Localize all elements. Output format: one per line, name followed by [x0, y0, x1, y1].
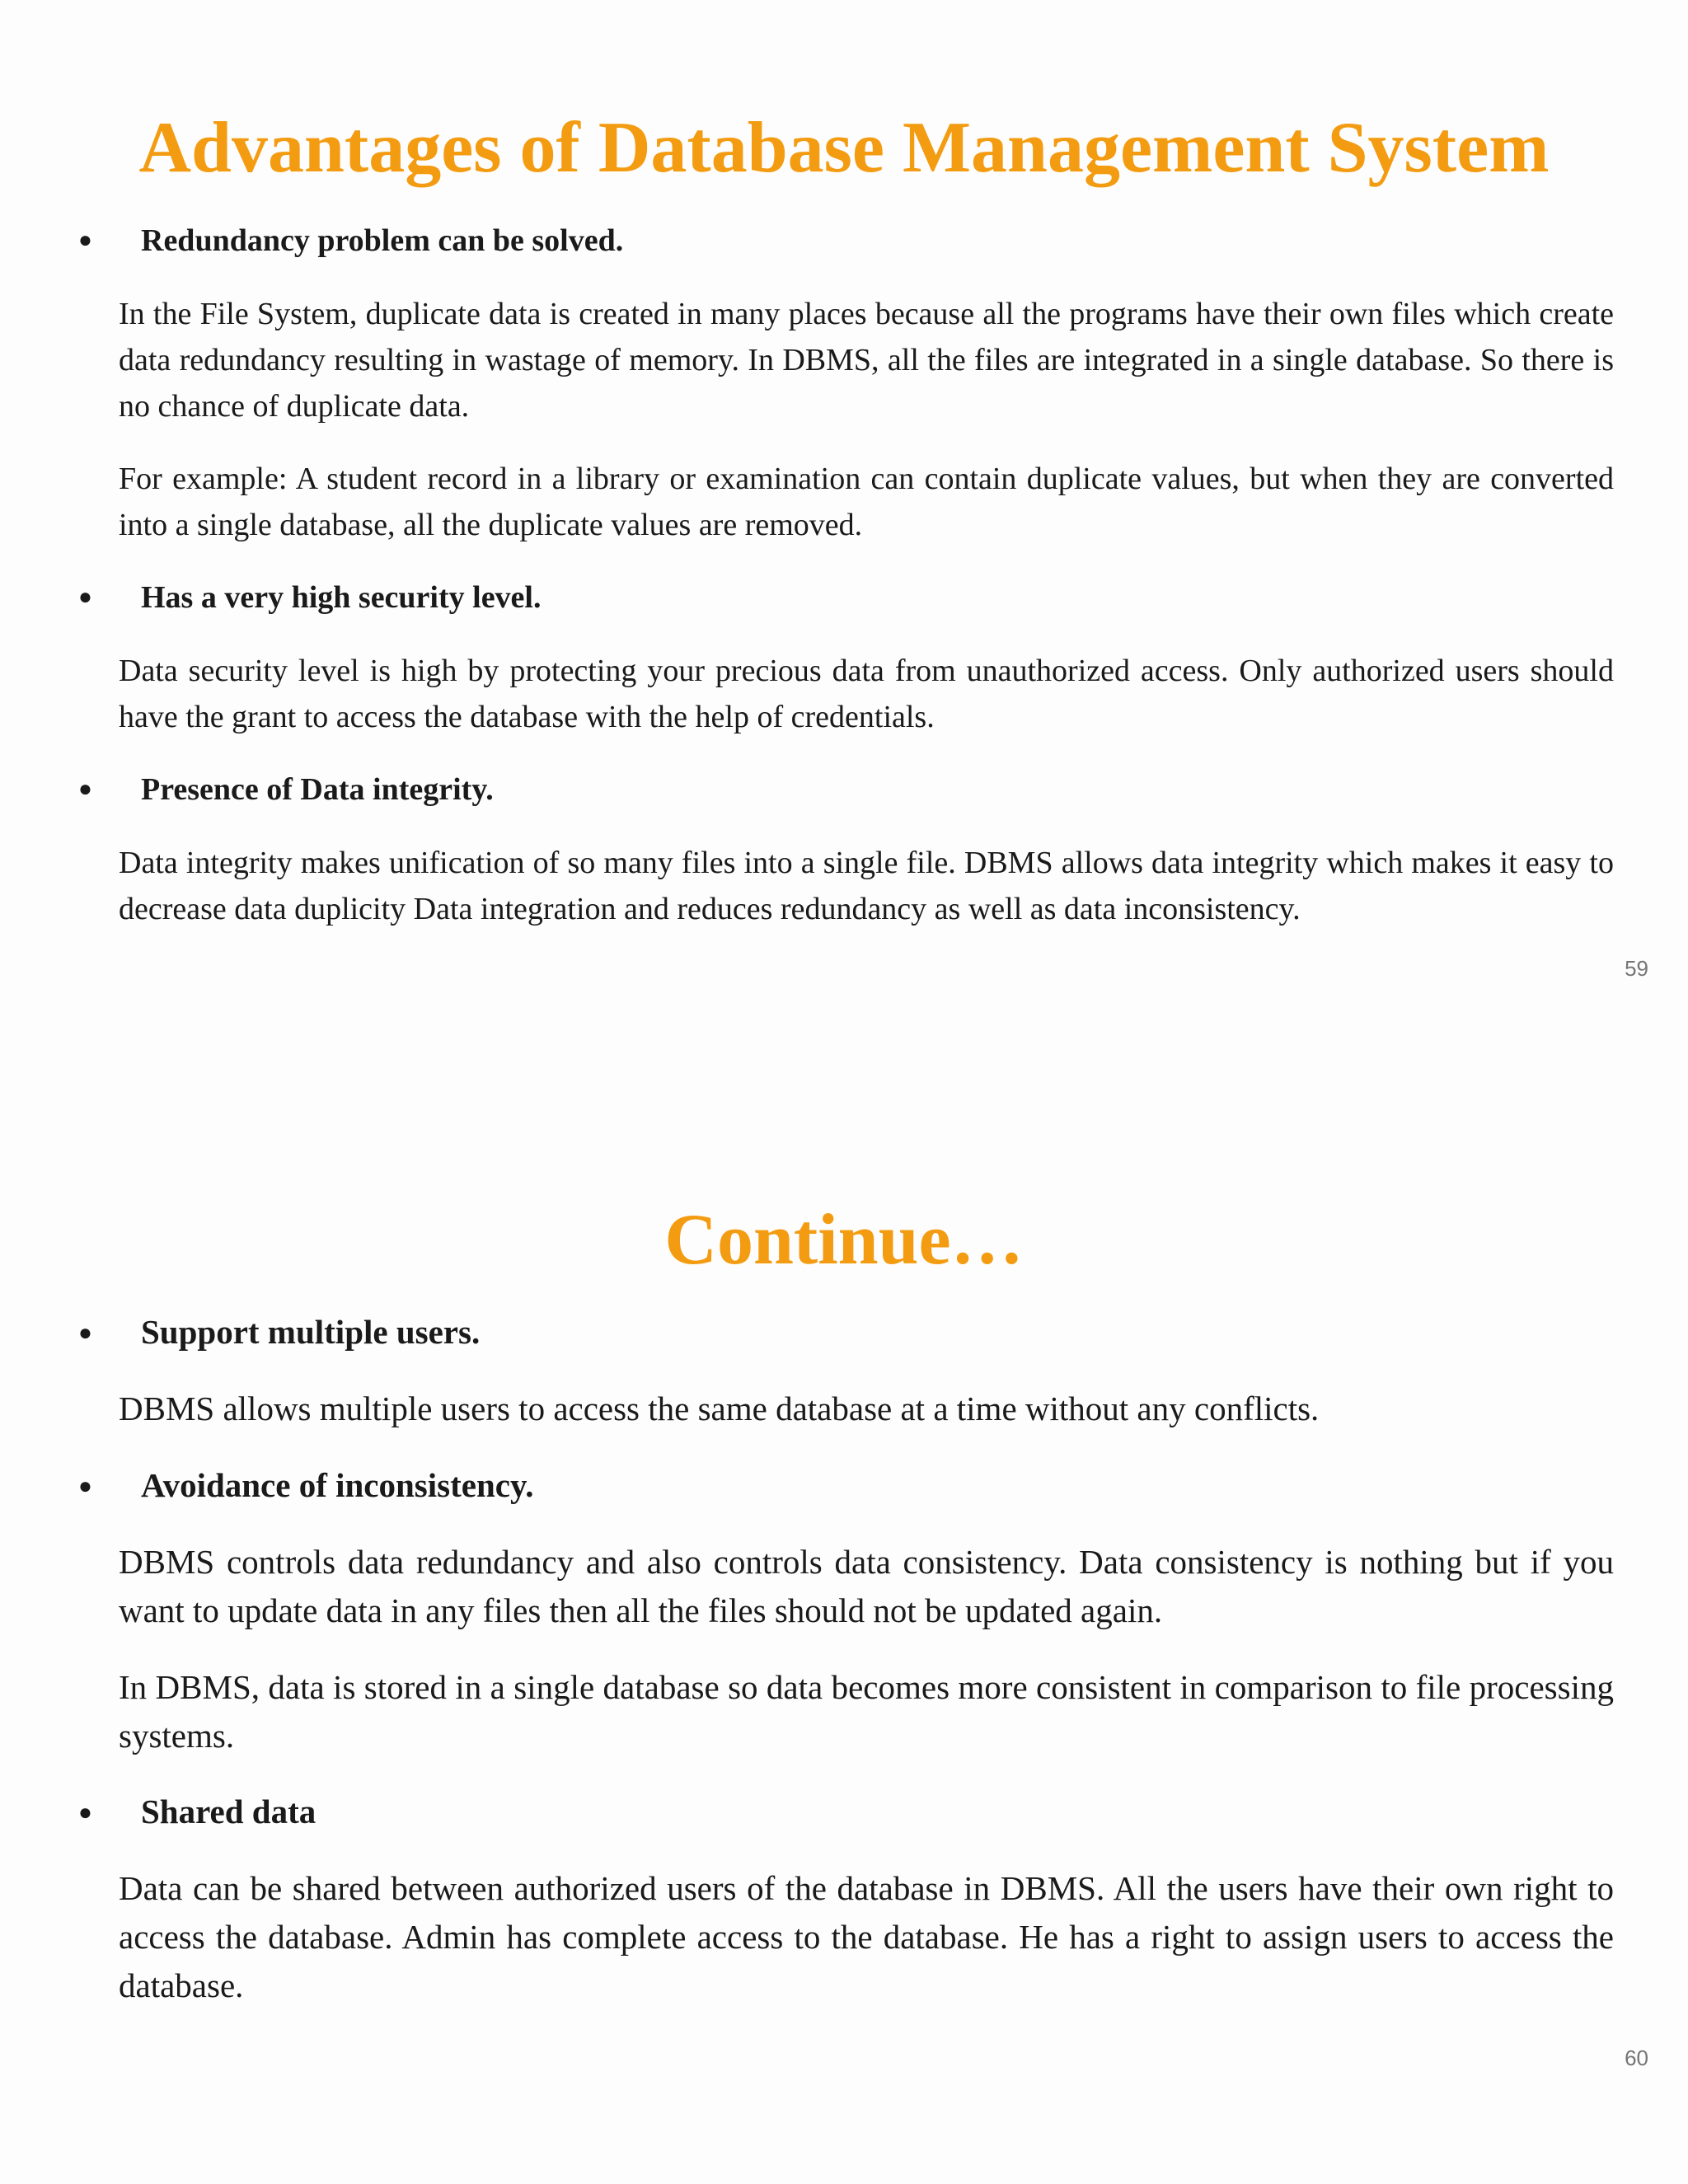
- bullet-icon: [78, 1309, 141, 1357]
- page-number: 60: [1625, 2046, 1648, 2070]
- bullet-icon: [78, 218, 141, 264]
- bullet-heading-inconsistency: [141, 1461, 533, 1511]
- bullet-heading-redundancy: [141, 218, 623, 264]
- bullet-icon: [78, 766, 141, 813]
- paragraph-inconsistency-1: DBMS controls data redundancy and also controls data consistency. Data consistency is nothing but if you want to update data in any files then all the files should not be updated again.: [119, 1543, 1614, 1629]
- bullet-heading-security: [141, 574, 541, 621]
- bullet-icon: [78, 1462, 141, 1511]
- bullet-label: Shared data: [141, 1793, 316, 1830]
- bullet-label: Support multiple users.: [141, 1313, 481, 1351]
- paragraph-shared-data: Data can be shared between authorized users of the database in DBMS. All the users have their own right to access the database. Admin has complete access to the database. He has a right to assign users to access the database.: [119, 1869, 1614, 2004]
- bullet-label: Presence of Data integrity.: [141, 772, 494, 807]
- paragraph-redundancy-2: For example: A student record in a library or examination can contain duplicate values, but when they are converted into a single database, all the duplicate values are removed.: [119, 462, 1614, 542]
- page-title: Advantages of Database Management System: [138, 108, 1550, 188]
- page-title: Continue…: [664, 1200, 1024, 1280]
- page-number: 59: [1625, 956, 1648, 981]
- bullet-heading-multiple-users: [141, 1308, 480, 1357]
- bullet-icon: [78, 574, 141, 621]
- bullet-heading-shared-data: [141, 1788, 316, 1837]
- page-60: [0, 1092, 1688, 2184]
- bullet-label: Redundancy problem can be solved.: [141, 223, 624, 258]
- bullet-heading-integrity: [141, 766, 494, 813]
- paragraph-redundancy-1: In the File System, duplicate data is created in many places because all the programs have their own files which create data redundancy resulting in wastage of memory. In DBMS, all the files are integrated in a single database. So there is no chance of duplicate data.: [119, 297, 1614, 424]
- paragraph-integrity: Data integrity makes unification of so many files into a single file. DBMS allows data integrity which makes it easy to decrease data duplicity Data integration and reduces redundancy as well as data inconsistency.: [119, 846, 1614, 926]
- paragraph-multiple-users: DBMS allows multiple users to access the same database at a time without any conflicts.: [119, 1390, 1320, 1427]
- page-59: [0, 0, 1688, 1022]
- bullet-label: Has a very high security level.: [141, 580, 542, 615]
- paragraph-inconsistency-2: In DBMS, data is stored in a single database so data becomes more consistent in comparison to file processing systems.: [119, 1668, 1614, 1755]
- bullet-icon: [78, 1788, 141, 1837]
- bullet-label: Avoidance of inconsistency.: [141, 1466, 534, 1504]
- paragraph-security: Data security level is high by protecting your precious data from unauthorized access. Only authorized users should have the grant to access the database with the help of credentials.: [119, 654, 1614, 734]
